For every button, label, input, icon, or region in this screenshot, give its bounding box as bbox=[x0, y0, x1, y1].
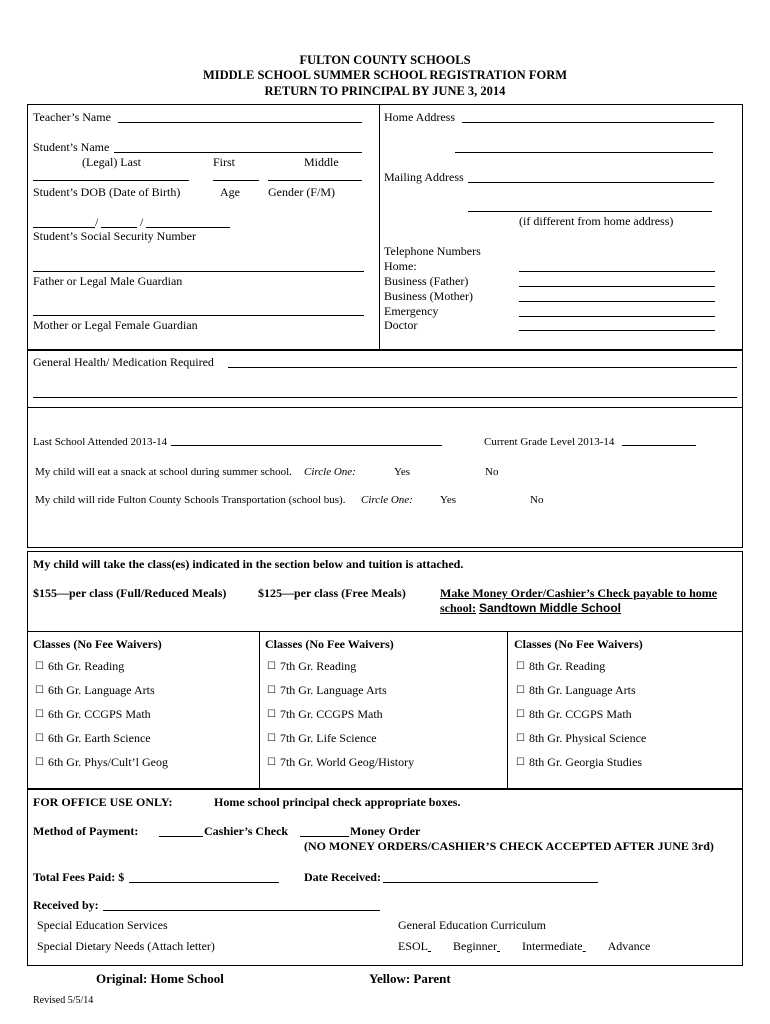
checkbox-icon[interactable]: ☐ bbox=[267, 757, 276, 768]
class-8th-language-arts[interactable]: ☐ 8th Gr. Language Arts bbox=[516, 683, 636, 697]
checkbox-icon[interactable]: ☐ bbox=[267, 709, 276, 720]
ssn-slash-1: / bbox=[95, 215, 99, 229]
bus-question: My child will ride Fulton County Schools Transportation (school bus). bbox=[35, 494, 346, 506]
checkbox-icon[interactable]: ☐ bbox=[267, 733, 276, 744]
student-info-divider bbox=[379, 104, 380, 350]
class-8th-physical-science[interactable]: ☐ 8th Gr. Physical Science bbox=[516, 731, 647, 745]
date-received-field[interactable] bbox=[383, 882, 598, 883]
middle-label: Middle bbox=[304, 155, 339, 169]
classes-header-6th: Classes (No Fee Waivers) bbox=[33, 637, 162, 651]
intermediate-field[interactable] bbox=[497, 939, 522, 954]
gen-ed-label: General Education Curriculum bbox=[398, 918, 546, 932]
checkbox-icon[interactable]: ☐ bbox=[35, 661, 44, 672]
date-received-label: Date Received: bbox=[304, 870, 381, 884]
no-money-orders-note: (NO MONEY ORDERS/CASHIER’S CHECK ACCEPTED AFTER JUNE 3rd) bbox=[304, 839, 714, 853]
class-6th-geog[interactable]: ☐ 6th Gr. Phys/Cult’l Geog bbox=[35, 755, 168, 769]
first-label: First bbox=[213, 155, 236, 169]
advance-field[interactable] bbox=[583, 939, 608, 954]
current-grade-field[interactable] bbox=[622, 445, 696, 446]
health-divider bbox=[27, 407, 743, 408]
checkbox-icon[interactable]: ☐ bbox=[35, 709, 44, 720]
received-by-label: Received by: bbox=[33, 898, 99, 912]
header-line-3: RETURN TO PRINCIPAL BY JUNE 3, 2014 bbox=[264, 84, 506, 98]
class-8th-ccgps-math[interactable]: ☐ 8th Gr. CCGPS Math bbox=[516, 707, 632, 721]
tuition-intro: My child will take the class(es) indicated in the section below and tuition is attached. bbox=[33, 557, 464, 571]
checkbox-icon[interactable]: ☐ bbox=[516, 757, 525, 768]
cashiers-check-label: Cashier’s Check bbox=[204, 824, 289, 838]
teachers-name-field[interactable] bbox=[118, 122, 362, 123]
special-diet-label: Special Dietary Needs (Attach letter) bbox=[37, 939, 215, 953]
checkbox-icon[interactable]: ☐ bbox=[516, 709, 525, 720]
payable-school-line bbox=[440, 601, 621, 616]
father-field[interactable] bbox=[33, 271, 364, 272]
age-field[interactable] bbox=[213, 180, 259, 181]
classes-header-7th: Classes (No Fee Waivers) bbox=[265, 637, 394, 651]
office-use-label: FOR OFFICE USE ONLY: bbox=[33, 795, 173, 809]
classes-col-divider-2 bbox=[507, 631, 508, 789]
home-address-label: Home Address bbox=[384, 110, 455, 124]
health-field[interactable] bbox=[228, 367, 737, 368]
intermediate-label: Intermediate bbox=[522, 939, 583, 953]
ssn-label: Student’s Social Security Number bbox=[33, 229, 196, 243]
students-name-field[interactable] bbox=[114, 152, 362, 153]
home-phone-label: Home: bbox=[384, 259, 417, 273]
money-order-label: Money Order bbox=[350, 824, 421, 838]
dob-field[interactable] bbox=[33, 180, 189, 181]
esol-label: ESOL bbox=[398, 939, 428, 953]
home-address-field-2[interactable] bbox=[455, 152, 713, 153]
class-6th-reading[interactable]: ☐ 6th Gr. Reading bbox=[35, 659, 125, 673]
business-mother-field[interactable] bbox=[519, 301, 715, 302]
ssn-slash-2: / bbox=[140, 215, 144, 229]
checkbox-icon[interactable]: ☐ bbox=[267, 661, 276, 672]
original-copy-label: Original: Home School bbox=[96, 971, 224, 986]
age-label: Age bbox=[220, 185, 240, 199]
total-fees-label: Total Fees Paid: $ bbox=[33, 870, 125, 884]
classes-header-8th: Classes (No Fee Waivers) bbox=[514, 637, 643, 651]
principal-check-note: Home school principal check appropriate boxes. bbox=[214, 795, 461, 809]
mother-label: Mother or Legal Female Guardian bbox=[33, 318, 198, 332]
class-8th-reading[interactable]: ☐ 8th Gr. Reading bbox=[516, 659, 606, 673]
gender-label: Gender (F/M) bbox=[268, 185, 335, 199]
ssn-part-1[interactable] bbox=[33, 227, 95, 228]
business-father-field[interactable] bbox=[519, 286, 715, 287]
class-7th-reading[interactable]: ☐ 7th Gr. Reading bbox=[267, 659, 357, 673]
last-school-field[interactable] bbox=[171, 445, 442, 446]
home-phone-field[interactable] bbox=[519, 271, 715, 272]
class-7th-world-geog[interactable]: ☐ 7th Gr. World Geog/History bbox=[267, 755, 415, 769]
class-7th-language-arts[interactable]: ☐ 7th Gr. Language Arts bbox=[267, 683, 387, 697]
class-6th-language-arts[interactable]: ☐ 6th Gr. Language Arts bbox=[35, 683, 155, 697]
header-line-2: MIDDLE SCHOOL SUMMER SCHOOL REGISTRATION FORM bbox=[202, 68, 568, 82]
class-6th-earth-science[interactable]: ☐ 6th Gr. Earth Science bbox=[35, 731, 151, 745]
health-school-section bbox=[27, 350, 743, 548]
classes-top-divider bbox=[27, 631, 743, 632]
cashiers-check-field[interactable] bbox=[159, 836, 203, 837]
emergency-field[interactable] bbox=[519, 316, 715, 317]
price-free: $125—per class (Free Meals) bbox=[258, 586, 406, 600]
payable-school-label: school: bbox=[440, 601, 476, 615]
doctor-label: Doctor bbox=[384, 318, 418, 332]
payable-note: Make Money Order/Cashier’s Check payable to home bbox=[440, 586, 718, 600]
payable-school-name: Sandtown Middle School bbox=[479, 601, 621, 615]
ssn-part-3[interactable] bbox=[146, 227, 230, 228]
mailing-address-label: Mailing Address bbox=[384, 170, 464, 184]
class-7th-life-science[interactable]: ☐ 7th Gr. Life Science bbox=[267, 731, 377, 745]
snack-question: My child will eat a snack at school during summer school. bbox=[35, 466, 292, 478]
checkbox-icon[interactable]: ☐ bbox=[267, 685, 276, 696]
home-address-field[interactable] bbox=[462, 122, 714, 123]
teachers-name-label: Teacher’s Name bbox=[33, 110, 111, 124]
snack-no[interactable]: No bbox=[485, 466, 499, 478]
health-field-2[interactable] bbox=[33, 397, 737, 398]
mother-field[interactable] bbox=[33, 315, 364, 316]
doctor-field[interactable] bbox=[519, 330, 715, 331]
header-line-1: FULTON COUNTY SCHOOLS bbox=[299, 53, 471, 67]
bus-circle-one: Circle One: bbox=[361, 494, 413, 506]
if-different-note: (if different from home address) bbox=[519, 214, 674, 228]
beginner-label: Beginner bbox=[453, 939, 497, 953]
snack-circle-one: Circle One: bbox=[304, 466, 356, 478]
advance-label: Advance bbox=[607, 939, 651, 953]
ssn-part-2[interactable] bbox=[101, 227, 137, 228]
checkbox-icon[interactable]: ☐ bbox=[35, 685, 44, 696]
class-7th-ccgps-math[interactable]: ☐ 7th Gr. CCGPS Math bbox=[267, 707, 383, 721]
received-by-field[interactable] bbox=[103, 910, 380, 911]
special-ed-label: Special Education Services bbox=[37, 918, 168, 932]
checkbox-icon[interactable]: ☐ bbox=[516, 661, 525, 672]
snack-yes[interactable]: Yes bbox=[394, 466, 411, 478]
money-order-field[interactable] bbox=[300, 836, 349, 837]
business-father-label: Business (Father) bbox=[384, 274, 469, 288]
father-label: Father or Legal Male Guardian bbox=[33, 274, 183, 288]
beginner-field[interactable] bbox=[428, 939, 453, 954]
students-name-label: Student’s Name bbox=[33, 140, 110, 154]
checkbox-icon[interactable]: ☐ bbox=[35, 757, 44, 768]
method-of-payment-label: Method of Payment: bbox=[33, 824, 139, 838]
bus-yes[interactable]: Yes bbox=[440, 494, 457, 506]
revised-date: Revised 5/5/14 bbox=[33, 995, 94, 1006]
current-grade-label: Current Grade Level 2013-14 bbox=[484, 436, 615, 448]
total-fees-field[interactable] bbox=[129, 882, 279, 883]
health-label: General Health/ Medication Required bbox=[33, 355, 214, 369]
business-mother-label: Business (Mother) bbox=[384, 289, 473, 303]
telephone-numbers-label: Telephone Numbers bbox=[384, 244, 481, 258]
checkbox-icon[interactable]: ☐ bbox=[516, 685, 525, 696]
class-8th-georgia-studies[interactable]: ☐ 8th Gr. Georgia Studies bbox=[516, 755, 643, 769]
bus-no[interactable]: No bbox=[530, 494, 544, 506]
gender-field[interactable] bbox=[268, 180, 362, 181]
classes-col-divider-1 bbox=[259, 631, 260, 789]
checkbox-icon[interactable]: ☐ bbox=[35, 733, 44, 744]
emergency-label: Emergency bbox=[384, 304, 439, 318]
class-6th-ccgps-math[interactable]: ☐ 6th Gr. CCGPS Math bbox=[35, 707, 151, 721]
price-full-reduced: $155—per class (Full/Reduced Meals) bbox=[33, 586, 227, 600]
yellow-copy-label: Yellow: Parent bbox=[369, 971, 451, 986]
esol-line bbox=[398, 939, 650, 954]
last-school-label: Last School Attended 2013-14 bbox=[33, 436, 168, 448]
mailing-address-field-2[interactable] bbox=[468, 211, 712, 212]
legal-last-label: (Legal) Last bbox=[82, 155, 141, 169]
checkbox-icon[interactable]: ☐ bbox=[516, 733, 525, 744]
dob-label: Student’s DOB (Date of Birth) bbox=[33, 185, 181, 199]
mailing-address-field[interactable] bbox=[468, 182, 714, 183]
